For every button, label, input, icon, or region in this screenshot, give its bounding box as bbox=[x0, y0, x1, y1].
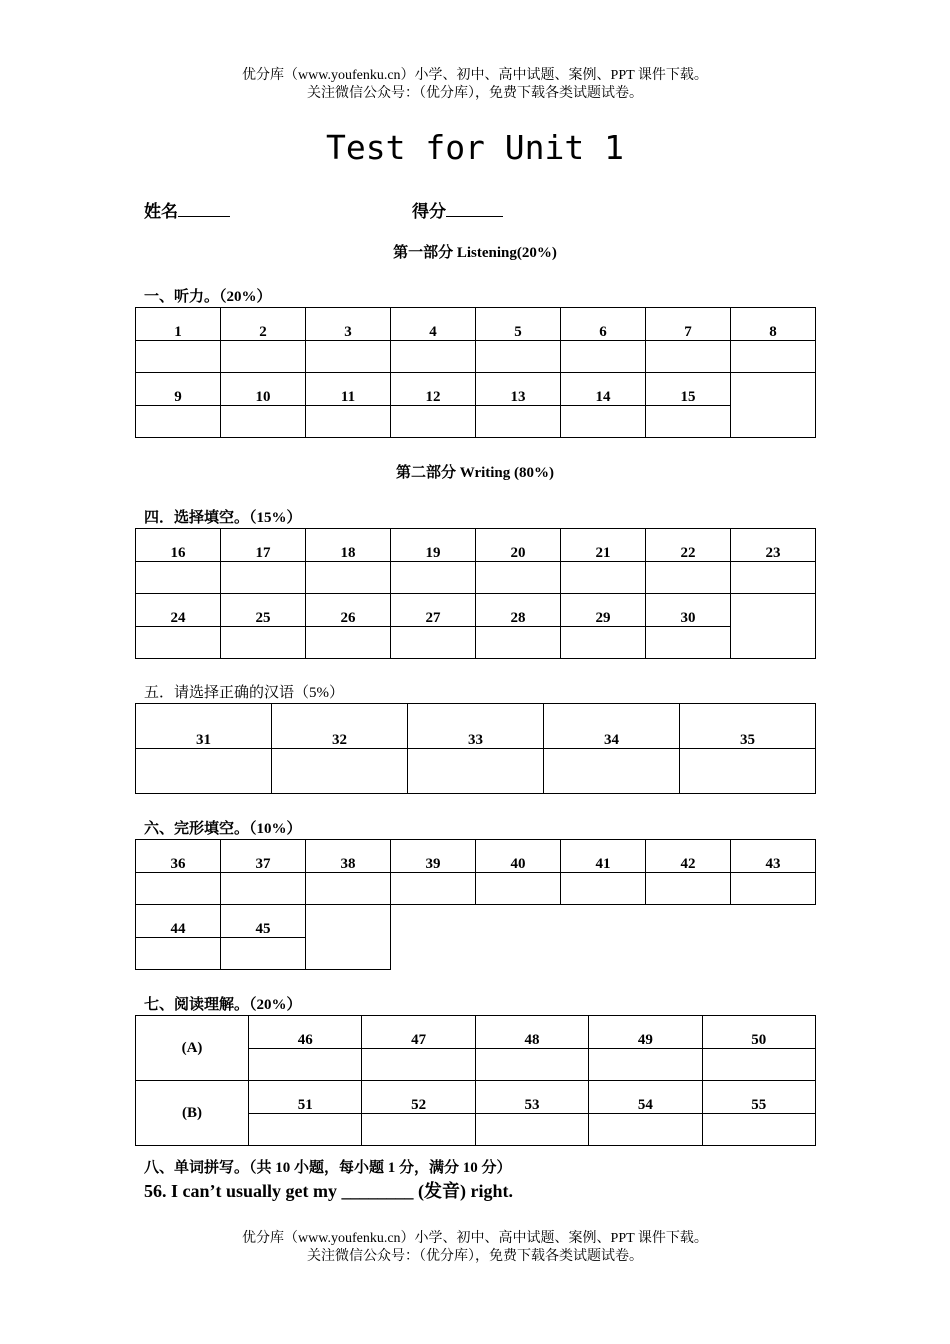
question-number: 9 bbox=[136, 373, 221, 406]
question-number: 3 bbox=[306, 308, 391, 341]
answer-cell[interactable] bbox=[589, 1114, 702, 1146]
question-number: 50 bbox=[702, 1016, 815, 1049]
question-number: 54 bbox=[589, 1081, 702, 1114]
answer-cell[interactable] bbox=[476, 341, 561, 373]
answer-cell[interactable] bbox=[646, 873, 731, 905]
answer-cell[interactable] bbox=[221, 873, 306, 905]
answer-cell[interactable] bbox=[306, 406, 391, 438]
answer-cell[interactable] bbox=[391, 406, 476, 438]
passage-a-label: (A) bbox=[136, 1016, 249, 1081]
question-number: 52 bbox=[362, 1081, 475, 1114]
part-1-heading: 第一部分 Listening(20%) bbox=[393, 245, 557, 261]
score-field bbox=[412, 198, 503, 223]
header-line-1: 优分库（www.youfenku.cn）小学、初中、高中试题、案例、PPT 课件下载。 bbox=[242, 68, 708, 83]
part-2-heading: 第二部分 Writing (80%) bbox=[395, 465, 555, 481]
question-number: 10 bbox=[221, 373, 306, 406]
question-number: 44 bbox=[136, 905, 221, 938]
answer-cell[interactable] bbox=[362, 1114, 475, 1146]
section-4-heading: 四．选择填空。（15%） bbox=[144, 510, 302, 526]
answer-cell[interactable] bbox=[136, 938, 221, 970]
answer-cell[interactable] bbox=[561, 341, 646, 373]
question-number: 51 bbox=[249, 1081, 362, 1114]
answer-cell[interactable] bbox=[136, 341, 221, 373]
question-number: 20 bbox=[476, 529, 561, 562]
answer-cell[interactable] bbox=[249, 1049, 362, 1081]
answer-cell[interactable] bbox=[272, 749, 408, 794]
answer-cell[interactable] bbox=[249, 1114, 362, 1146]
score-label: 得分 bbox=[412, 202, 446, 221]
question-number: 7 bbox=[646, 308, 731, 341]
answer-cell[interactable] bbox=[646, 562, 731, 594]
answer-cell[interactable] bbox=[136, 873, 221, 905]
question-number: 47 bbox=[362, 1016, 475, 1049]
answer-cell[interactable] bbox=[391, 562, 476, 594]
question-number: 39 bbox=[391, 840, 476, 873]
question-56: 56. I can’t usually get my ________ (发音) right. bbox=[144, 1181, 513, 1201]
question-number: 1 bbox=[136, 308, 221, 341]
question-number: 25 bbox=[221, 594, 306, 627]
question-number: 31 bbox=[136, 704, 272, 749]
answer-cell[interactable] bbox=[646, 406, 731, 438]
answer-cell[interactable] bbox=[731, 562, 816, 594]
question-number: 26 bbox=[306, 594, 391, 627]
page-title: Test for Unit 1 bbox=[325, 128, 624, 167]
answer-cell[interactable] bbox=[646, 341, 731, 373]
answer-cell[interactable] bbox=[702, 1114, 815, 1146]
question-number: 40 bbox=[476, 840, 561, 873]
answer-cell[interactable] bbox=[589, 1049, 702, 1081]
answer-cell[interactable] bbox=[391, 341, 476, 373]
answer-cell[interactable] bbox=[221, 562, 306, 594]
section-5-heading: 五．请选择正确的汉语（5%） bbox=[144, 685, 344, 701]
answer-cell[interactable] bbox=[544, 749, 680, 794]
chinese-choice-answer-table bbox=[135, 703, 816, 794]
cloze-answer-table bbox=[135, 839, 816, 970]
question-number: 55 bbox=[702, 1081, 815, 1114]
question-number: 16 bbox=[136, 529, 221, 562]
question-number: 38 bbox=[306, 840, 391, 873]
question-number: 35 bbox=[680, 704, 816, 749]
question-number: 48 bbox=[475, 1016, 588, 1049]
reading-answer-table bbox=[135, 1015, 816, 1146]
answer-cell[interactable] bbox=[221, 341, 306, 373]
multiple-choice-answer-table bbox=[135, 528, 816, 659]
answer-cell[interactable] bbox=[731, 873, 816, 905]
answer-cell[interactable] bbox=[221, 406, 306, 438]
question-number: 37 bbox=[221, 840, 306, 873]
question-number: 14 bbox=[561, 373, 646, 406]
answer-cell[interactable] bbox=[362, 1049, 475, 1081]
section-7-heading: 七、阅读理解。（20%） bbox=[144, 997, 302, 1013]
answer-cell[interactable] bbox=[391, 627, 476, 659]
answer-cell[interactable] bbox=[561, 562, 646, 594]
question-number: 2 bbox=[221, 308, 306, 341]
question-number: 46 bbox=[249, 1016, 362, 1049]
question-number: 6 bbox=[561, 308, 646, 341]
question-number: 23 bbox=[731, 529, 816, 562]
question-number: 29 bbox=[561, 594, 646, 627]
answer-cell[interactable] bbox=[475, 1114, 588, 1146]
header-line-2: 关注微信公众号：（优分库），免费下载各类试题试卷。 bbox=[307, 86, 643, 101]
question-number: 30 bbox=[646, 594, 731, 627]
question-number: 13 bbox=[476, 373, 561, 406]
answer-cell[interactable] bbox=[646, 627, 731, 659]
question-number: 4 bbox=[391, 308, 476, 341]
empty-cell bbox=[306, 905, 391, 970]
empty-cell bbox=[731, 373, 816, 438]
question-number: 21 bbox=[561, 529, 646, 562]
question-number: 32 bbox=[272, 704, 408, 749]
answer-cell[interactable] bbox=[731, 341, 816, 373]
question-number: 33 bbox=[408, 704, 544, 749]
question-number: 18 bbox=[306, 529, 391, 562]
question-number: 28 bbox=[476, 594, 561, 627]
passage-b-label: (B) bbox=[136, 1081, 249, 1146]
question-number: 19 bbox=[391, 529, 476, 562]
answer-cell[interactable] bbox=[136, 749, 272, 794]
footer-line-1: 优分库（www.youfenku.cn）小学、初中、高中试题、案例、PPT 课件下载。 bbox=[242, 1231, 708, 1246]
question-number: 15 bbox=[646, 373, 731, 406]
answer-cell[interactable] bbox=[702, 1049, 815, 1081]
answer-cell[interactable] bbox=[408, 749, 544, 794]
name-label: 姓名 bbox=[144, 202, 178, 221]
answer-cell[interactable] bbox=[561, 627, 646, 659]
question-number: 43 bbox=[731, 840, 816, 873]
question-number: 41 bbox=[561, 840, 646, 873]
answer-cell[interactable] bbox=[306, 873, 391, 905]
question-number: 42 bbox=[646, 840, 731, 873]
section-6-heading: 六、完形填空。（10%） bbox=[144, 821, 302, 837]
answer-cell[interactable] bbox=[476, 562, 561, 594]
listening-answer-table bbox=[135, 307, 816, 438]
question-number: 5 bbox=[476, 308, 561, 341]
question-number: 27 bbox=[391, 594, 476, 627]
question-number: 12 bbox=[391, 373, 476, 406]
score-blank[interactable] bbox=[446, 198, 503, 217]
name-field bbox=[144, 198, 230, 223]
answer-cell[interactable] bbox=[136, 562, 221, 594]
answer-cell[interactable] bbox=[561, 873, 646, 905]
answer-cell[interactable] bbox=[306, 562, 391, 594]
answer-cell[interactable] bbox=[136, 627, 221, 659]
question-number: 11 bbox=[306, 373, 391, 406]
answer-cell[interactable] bbox=[680, 749, 816, 794]
answer-cell[interactable] bbox=[221, 627, 306, 659]
section-1-heading: 一、听力。（20%） bbox=[144, 289, 272, 305]
question-number: 45 bbox=[221, 905, 306, 938]
answer-cell[interactable] bbox=[561, 406, 646, 438]
question-number: 8 bbox=[731, 308, 816, 341]
name-blank[interactable] bbox=[178, 198, 230, 217]
answer-cell[interactable] bbox=[306, 341, 391, 373]
question-number: 36 bbox=[136, 840, 221, 873]
question-number: 17 bbox=[221, 529, 306, 562]
answer-cell[interactable] bbox=[221, 938, 306, 970]
empty-cell bbox=[731, 594, 816, 659]
question-number: 53 bbox=[475, 1081, 588, 1114]
answer-cell[interactable] bbox=[391, 873, 476, 905]
answer-cell[interactable] bbox=[476, 406, 561, 438]
answer-cell[interactable] bbox=[306, 627, 391, 659]
question-number: 24 bbox=[136, 594, 221, 627]
question-number: 34 bbox=[544, 704, 680, 749]
answer-cell[interactable] bbox=[476, 873, 561, 905]
question-number: 49 bbox=[589, 1016, 702, 1049]
section-8-heading: 八、单词拼写。（共 10 小题，每小题 1 分，满分 10 分） bbox=[144, 1160, 512, 1176]
footer-line-2: 关注微信公众号：（优分库），免费下载各类试题试卷。 bbox=[307, 1249, 643, 1264]
question-number: 22 bbox=[646, 529, 731, 562]
answer-cell[interactable] bbox=[136, 406, 221, 438]
answer-cell[interactable] bbox=[476, 627, 561, 659]
answer-cell[interactable] bbox=[475, 1049, 588, 1081]
